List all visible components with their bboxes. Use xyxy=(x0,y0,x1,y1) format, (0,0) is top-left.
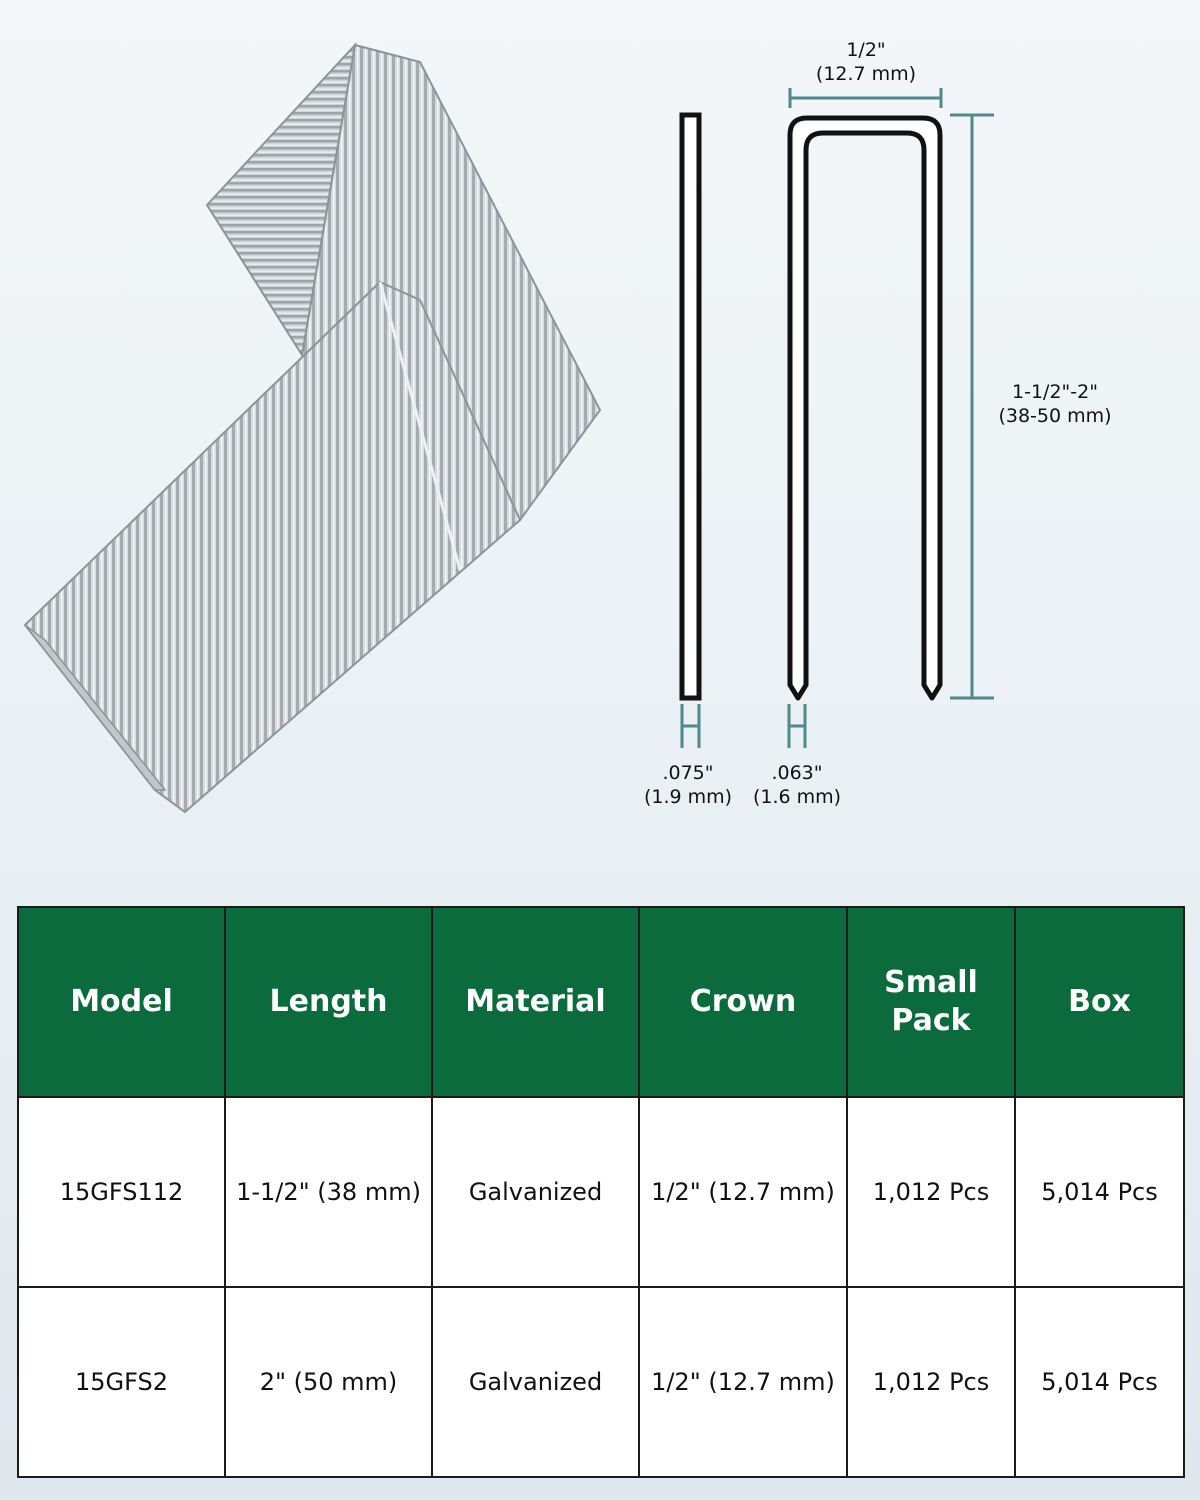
staple-leg-side-view xyxy=(682,115,699,698)
wire-label-mm: (1.6 mm) xyxy=(752,786,842,808)
header-crown: Crown xyxy=(639,907,847,1097)
length-label-mm: (38-50 mm) xyxy=(998,405,1112,427)
cell-model: 15GFS2 xyxy=(18,1287,225,1477)
header-model: Model xyxy=(18,907,225,1097)
header-material: Material xyxy=(432,907,639,1097)
table-row xyxy=(18,1097,1184,1287)
spec-table xyxy=(17,906,1185,1478)
crown-dimension xyxy=(790,39,941,108)
width-label: .075" xyxy=(662,762,714,784)
cell-model: 15GFS112 xyxy=(18,1097,225,1287)
header-pack-line: Pack xyxy=(891,1003,971,1038)
cell-length: 1-1/2" (38 mm) xyxy=(225,1097,432,1287)
header-small-line: Small xyxy=(884,965,978,1000)
cell-crown: 1/2" (12.7 mm) xyxy=(639,1287,847,1477)
cell-crown: 1/2" (12.7 mm) xyxy=(639,1097,847,1287)
table-row xyxy=(18,1287,1184,1477)
length-label: 1-1/2"-2" xyxy=(1012,381,1098,403)
table-header-row xyxy=(18,907,1184,1097)
cell-small-pack: 1,012 Pcs xyxy=(847,1287,1015,1477)
width-label-mm: (1.9 mm) xyxy=(643,786,733,808)
staple-strip-image xyxy=(25,45,600,812)
staple-u-shape xyxy=(790,118,940,698)
crown-label: 1/2" xyxy=(846,39,886,61)
cell-material: Galvanized xyxy=(432,1097,639,1287)
header-small-pack xyxy=(847,907,1015,1097)
cell-box: 5,014 Pcs xyxy=(1015,1287,1184,1477)
length-dimension xyxy=(950,115,1112,698)
header-box: Box xyxy=(1015,907,1184,1097)
cell-box: 5,014 Pcs xyxy=(1015,1097,1184,1287)
cell-material: Galvanized xyxy=(432,1287,639,1477)
wire-dimension xyxy=(753,704,841,808)
cell-length: 2" (50 mm) xyxy=(225,1287,432,1477)
width-dimension xyxy=(644,704,732,808)
crown-label-mm: (12.7 mm) xyxy=(815,63,917,85)
cell-small-pack: 1,012 Pcs xyxy=(847,1097,1015,1287)
header-length: Length xyxy=(225,907,432,1097)
wire-label: .063" xyxy=(771,762,823,784)
